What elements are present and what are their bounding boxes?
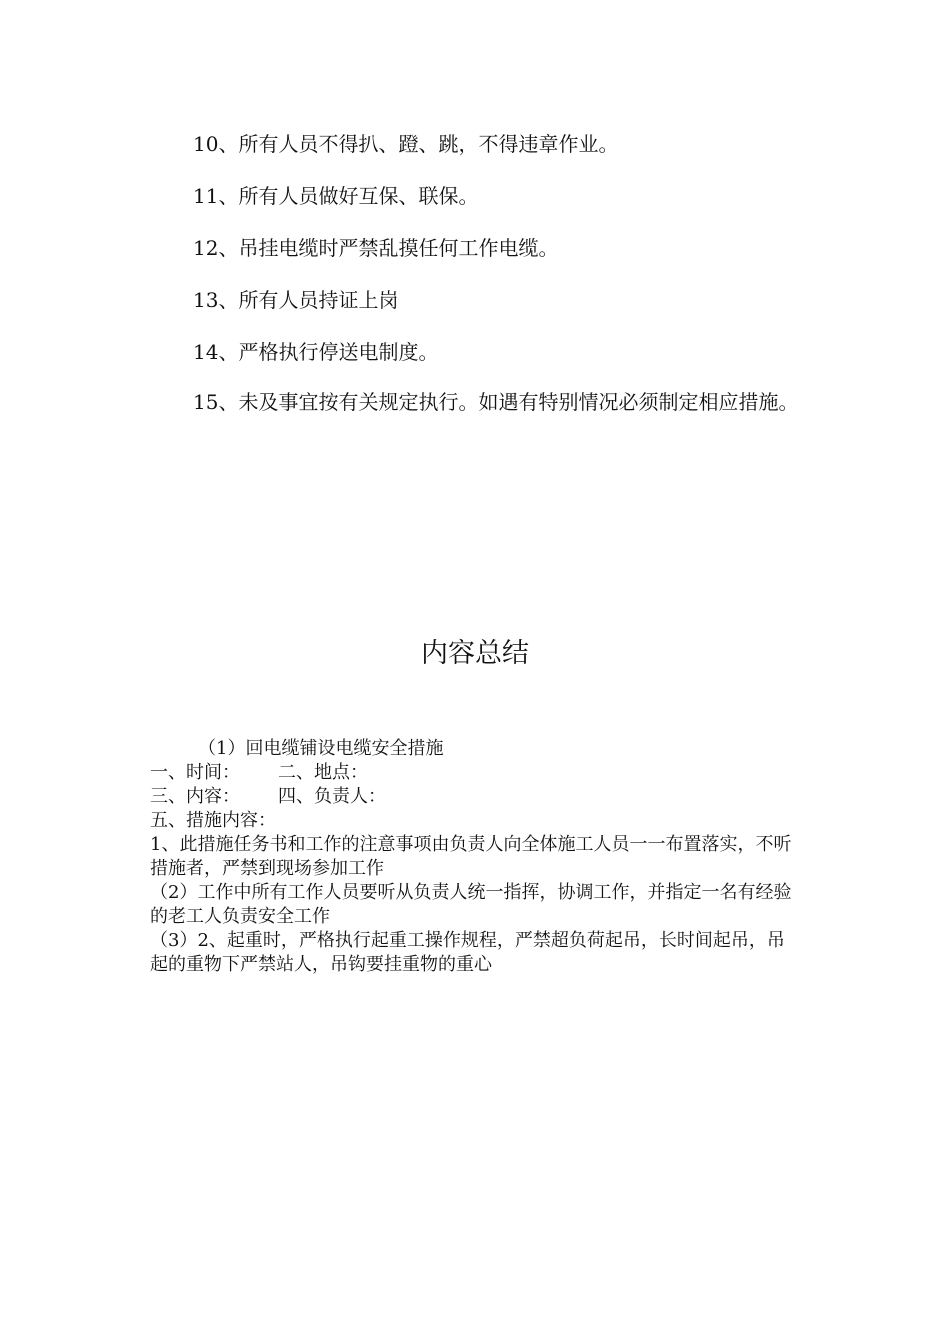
summary-paragraph: 1、此措施任务书和工作的注意事项由负责人向全体施工人员一一布置落实，不听措施者，严禁到现场参加工作 [150, 834, 792, 879]
rule-item: 11、所有人员做好互保、联保。 [193, 184, 479, 208]
summary-item-heading: （1）回电缆铺设电缆安全措施 [198, 738, 444, 759]
summary-paragraph: （2）工作中所有工作人员要听从负责人统一指挥，协调工作，并指定一名有经验的老工人负责安全工作 [150, 882, 792, 927]
place-label: 二、地点： [278, 762, 368, 783]
time-label: 一、时间： [150, 762, 240, 783]
rule-item: 15、未及事宜按有关规定执行。如遇有特别情况必须制定相应措施。 [193, 390, 799, 414]
rule-item: 14、严格执行停送电制度。 [193, 340, 439, 364]
summary-body [150, 737, 800, 977]
person-label: 四、负责人： [278, 786, 386, 807]
safety-rules-list [150, 118, 810, 430]
summary-paragraph: （3）2、起重时，严格执行起重工操作规程，严禁超负荷起吊，长时间起吊，吊起的重物下严禁站人，吊钩要挂重物的重心 [150, 930, 785, 975]
rule-item: 13、所有人员持证上岗 [193, 288, 399, 312]
content-person-line [150, 785, 800, 809]
summary-title: 内容总结 [421, 638, 529, 669]
measures-label: 五、措施内容： [150, 810, 276, 831]
rule-item: 12、吊挂电缆时严禁乱摸任何工作电缆。 [193, 236, 559, 260]
rule-item: 10、所有人员不得扒、蹬、跳，不得违章作业。 [193, 132, 619, 156]
content-label: 三、内容： [150, 786, 240, 807]
time-place-line [150, 761, 800, 785]
